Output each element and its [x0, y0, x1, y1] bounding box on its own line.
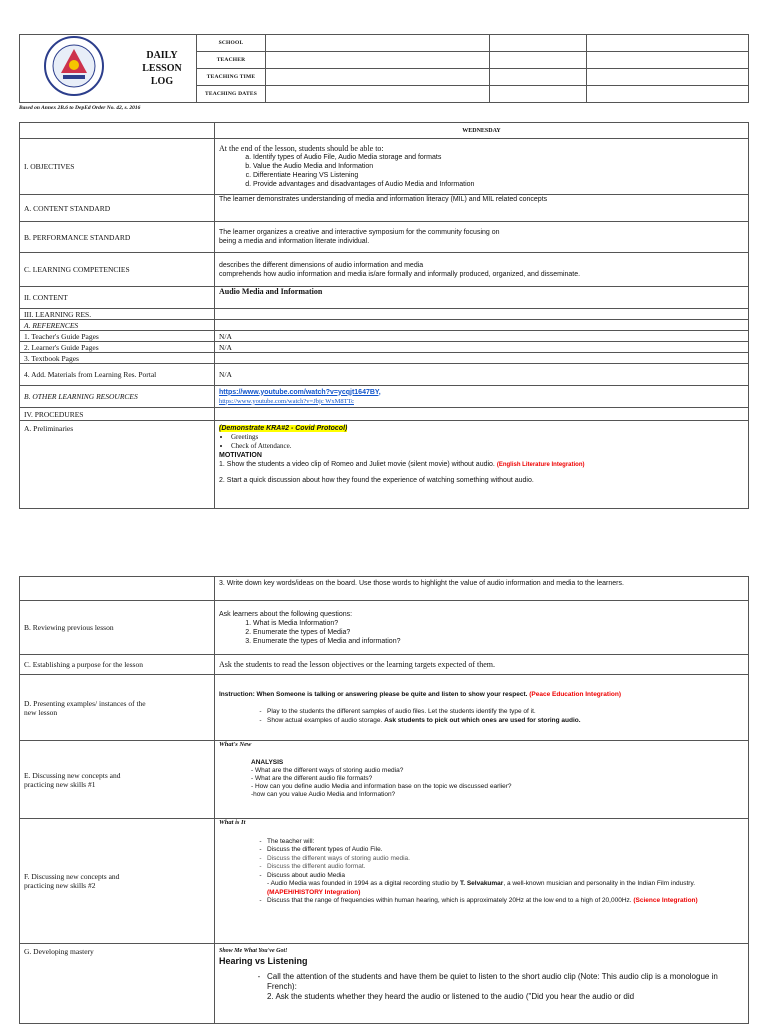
- presenting-label-line2: new lesson: [24, 707, 58, 717]
- motivation-title: MOTIVATION: [219, 452, 262, 459]
- motivation-item-1: [219, 460, 744, 470]
- preliminaries-bullets: [219, 433, 744, 451]
- other-resources-value: [215, 386, 749, 408]
- learning-res-value: [215, 309, 749, 320]
- analysis-line: - What are the different audio file formats?: [251, 775, 373, 782]
- discussing2-label: [20, 819, 215, 944]
- founded-text-b: , a well-known musician and personality in the Indian Film industry.: [503, 880, 696, 887]
- teacher-extra-2: [587, 52, 749, 69]
- deped-seal-icon: [43, 35, 105, 97]
- objective-item: c. Differentiate Hearing VS Listening: [253, 171, 744, 180]
- mastery-item-2: 2. Ask the students whether they heard the audio or listened to the audio ("Did you hear the audio or did: [267, 992, 635, 1001]
- learning-res-label: III. LEARNING RES.: [20, 309, 215, 320]
- mastery-heading: Show Me What You've Got!: [219, 948, 288, 954]
- school-extra-1: [490, 35, 587, 52]
- add-materials-value: N/A: [215, 364, 749, 386]
- time-extra-2: [587, 69, 749, 86]
- presenting-list: [219, 707, 744, 725]
- presenting-instruction: [219, 690, 744, 699]
- title-line1: DAILY: [146, 50, 178, 61]
- teacher-extra-1: [490, 52, 587, 69]
- preliminaries-label: A. Preliminaries: [20, 421, 215, 509]
- range-text: Discuss that the range of frequencies within human hearing, which is approximately 20Hz at the low end to a high of 20,000Hz.: [267, 897, 632, 904]
- content-standard-text: The learner demonstrates understanding of media and information literacy (MIL) and MIL related concepts: [215, 195, 749, 222]
- textbook-label: 3. Textbook Pages: [20, 353, 215, 364]
- header-table: [19, 34, 749, 103]
- analysis-title: ANALYSIS: [251, 759, 284, 766]
- discussing2-item: - Discuss the different audio format.: [267, 863, 744, 872]
- learners-guide-label: 2. Learner's Guide Pages: [20, 342, 215, 353]
- what-is-it-heading: What is It: [219, 819, 246, 826]
- science-integration-tag: (Science Integration): [633, 897, 698, 904]
- procedures-value: [215, 408, 749, 421]
- teaching-dates-label: TEACHING DATES: [197, 86, 266, 103]
- reviewing-label: B. Reviewing previous lesson: [20, 601, 215, 655]
- discussing2-label-line2: practicing new skills #2: [24, 881, 96, 890]
- motivation-item-2: 2. Start a quick discussion about how they found the experience of watching something without audio.: [219, 477, 534, 484]
- bullet-item: • Check of Attendance.: [231, 442, 744, 451]
- discussing2-item: - Discuss the different ways of storing audio media.: [267, 855, 744, 864]
- founded-text: [219, 880, 744, 897]
- range-list: [219, 897, 744, 906]
- resource-link-2[interactable]: https://www.youtube.com/watch?v=Jbjc WxM8TTc: [219, 397, 354, 405]
- preliminaries-content: [215, 421, 749, 509]
- objectives-label: I. OBJECTIVES: [20, 139, 215, 195]
- day-heading-left: [20, 123, 215, 139]
- mastery-content: [215, 944, 749, 1024]
- discussing2-item: - Discuss about audio Media: [267, 872, 744, 881]
- continuation-text: 3. Write down key words/ideas on the board. Use those words to highlight the value of audio information and media to the learners.: [215, 577, 749, 601]
- references-label: A. REFERENCES: [20, 320, 215, 331]
- presenting-item-2a: Show actual examples of audio storage.: [267, 717, 383, 724]
- analysis-line: -how can you value Audio Media and Information?: [251, 791, 396, 798]
- lesson-table-page2: [19, 576, 749, 1024]
- teacher-label: TEACHER: [197, 52, 266, 69]
- mastery-label: G. Developing mastery: [20, 944, 215, 1024]
- basis-note: Based on Annex 2B.6 to DepEd Order No. 42, s. 2016: [19, 105, 141, 111]
- motivation-item-1-text: 1. Show the students a video clip of Romeo and Juliet movie (silent movie) without audio.: [219, 461, 495, 468]
- mastery-list: [219, 972, 744, 992]
- objectives-list: [219, 153, 744, 189]
- analysis-block: [219, 759, 744, 799]
- content-label: II. CONTENT: [20, 287, 215, 309]
- performance-standard-label: B. PERFORMANCE STANDARD: [20, 222, 215, 253]
- discussing1-label-line2: practicing new skills #1: [24, 779, 96, 789]
- mapeh-history-tag: (MAPEH/HISTORY Integration): [267, 888, 361, 896]
- presenting-item: [267, 716, 744, 725]
- references-value: [215, 320, 749, 331]
- school-value[interactable]: [266, 35, 490, 52]
- presenting-item: - Play to the students the different samples of audio files. Let the students identify the type of it.: [267, 707, 744, 716]
- presenting-item-2b: Ask students to pick out which ones are used for storing audio.: [384, 717, 581, 724]
- analysis-line: - How can you define audio Media and information base on the topic we discussed earlier?: [251, 783, 512, 790]
- reviewing-intro: Ask learners about the following questions:: [219, 610, 353, 618]
- content-text: Audio Media and Information: [215, 287, 749, 309]
- dll-title: [128, 35, 197, 103]
- objective-item: d. Provide advantages and disadvantages of Audio Media and Information: [253, 180, 744, 189]
- analysis-line: - What are the different ways of storing audio media?: [251, 767, 404, 774]
- range-item: [267, 897, 744, 906]
- teaching-time-value[interactable]: [266, 69, 490, 86]
- resource-link-1[interactable]: https://www.youtube.com/watch?v=ycqjt1647BY,: [219, 388, 381, 396]
- competency-line1: describes the different dimensions of audio information and media: [219, 261, 424, 269]
- teachers-guide-value: N/A: [215, 331, 749, 342]
- dates-extra-1: [490, 86, 587, 103]
- objective-item: b. Value the Audio Media and Information: [253, 162, 744, 171]
- discussing2-item: - The teacher will:: [267, 838, 744, 847]
- english-integration-tag: (English Literature Integration): [496, 462, 585, 468]
- learning-competencies-text: [215, 253, 749, 287]
- title-line2: LESSON: [142, 63, 182, 74]
- discussing1-label: [20, 741, 215, 819]
- textbook-value: [215, 353, 749, 364]
- teachers-guide-label: 1. Teacher's Guide Pages: [20, 331, 215, 342]
- learners-guide-value: N/A: [215, 342, 749, 353]
- mastery-title: Hearing vs Listening: [219, 956, 308, 966]
- day-heading: WEDNESDAY: [215, 123, 749, 139]
- review-question: 3. Enumerate the types of Media and information?: [253, 637, 744, 646]
- school-extra-2: [587, 35, 749, 52]
- add-materials-label: 4. Add. Materials from Learning Res. Portal: [20, 364, 215, 386]
- time-extra-1: [490, 69, 587, 86]
- presenting-label: [20, 675, 215, 741]
- logo-cell: [20, 35, 129, 103]
- discussing1-content: [215, 741, 749, 819]
- whats-new-heading: What's New: [219, 741, 252, 748]
- covid-protocol-highlight: (Demonstrate KRA#2 - Covid Protocol): [219, 425, 348, 432]
- objectives-intro: At the end of the lesson, students should be able to:: [219, 144, 384, 153]
- discussing2-content: [215, 819, 749, 944]
- competency-line2: comprehends how audio information and media is/are formally and informally produced, organized, and disseminate.: [219, 270, 581, 278]
- teaching-time-label: TEACHING TIME: [197, 69, 266, 86]
- establishing-label: C. Establishing a purpose for the lesson: [20, 655, 215, 675]
- content-standard-label: A. CONTENT STANDARD: [20, 195, 215, 222]
- review-question: 2. Enumerate the types of Media?: [253, 628, 744, 637]
- reviewing-content: [215, 601, 749, 655]
- teaching-dates-value[interactable]: [266, 86, 490, 103]
- teacher-value[interactable]: [266, 52, 490, 69]
- other-resources-label: B. OTHER LEARNING RESOURCES: [20, 386, 215, 408]
- peace-education-tag: (Peace Education Integration): [529, 691, 622, 698]
- review-question: 1. What is Media Information?: [253, 619, 744, 628]
- founded-text-a: - Audio Media was founded in 1994 as a digital recording studio by: [267, 880, 459, 887]
- bullet-item: • Greetings: [231, 433, 744, 442]
- presenting-content: [215, 675, 749, 741]
- presenting-instruction-text: Instruction: When Someone is talking or answering please be quite and listen to show your respect.: [219, 691, 528, 698]
- performance-line2: being a media and information literate individual.: [219, 238, 370, 245]
- establishing-text: Ask the students to read the lesson objectives or the learning targets expected of them.: [215, 655, 749, 675]
- lesson-table-page1: [19, 122, 749, 509]
- continuation-left: [20, 577, 215, 601]
- performance-standard-text: [215, 222, 749, 253]
- learning-competencies-label: C. LEARNING COMPETENCIES: [20, 253, 215, 287]
- founder-name: T. Selvakumar: [459, 880, 504, 887]
- discussing2-item: - Discuss the different types of Audio File.: [267, 846, 744, 855]
- reviewing-list: [219, 619, 744, 646]
- discussing2-label-line1: F. Discussing new concepts and: [24, 872, 120, 881]
- discussing1-label-line1: E. Discussing new concepts and: [24, 770, 121, 780]
- school-label: SCHOOL: [197, 35, 266, 52]
- objectives-content: [215, 139, 749, 195]
- objective-item: a. Identify types of Audio File, Audio Media storage and formats: [253, 153, 744, 162]
- presenting-label-line1: D. Presenting examples/ instances of the: [24, 698, 146, 708]
- procedures-label: IV. PROCEDURES: [20, 408, 215, 421]
- discussing2-list: [219, 838, 744, 881]
- dates-extra-2: [587, 86, 749, 103]
- title-line3: LOG: [150, 76, 174, 87]
- performance-line1: The learner organizes a creative and interactive symposium for the community focusing on: [219, 229, 500, 236]
- mastery-item: - Call the attention of the students and have them be quiet to listen to the short audio clip (Note: This audio clip is a monologue in French):: [267, 972, 744, 992]
